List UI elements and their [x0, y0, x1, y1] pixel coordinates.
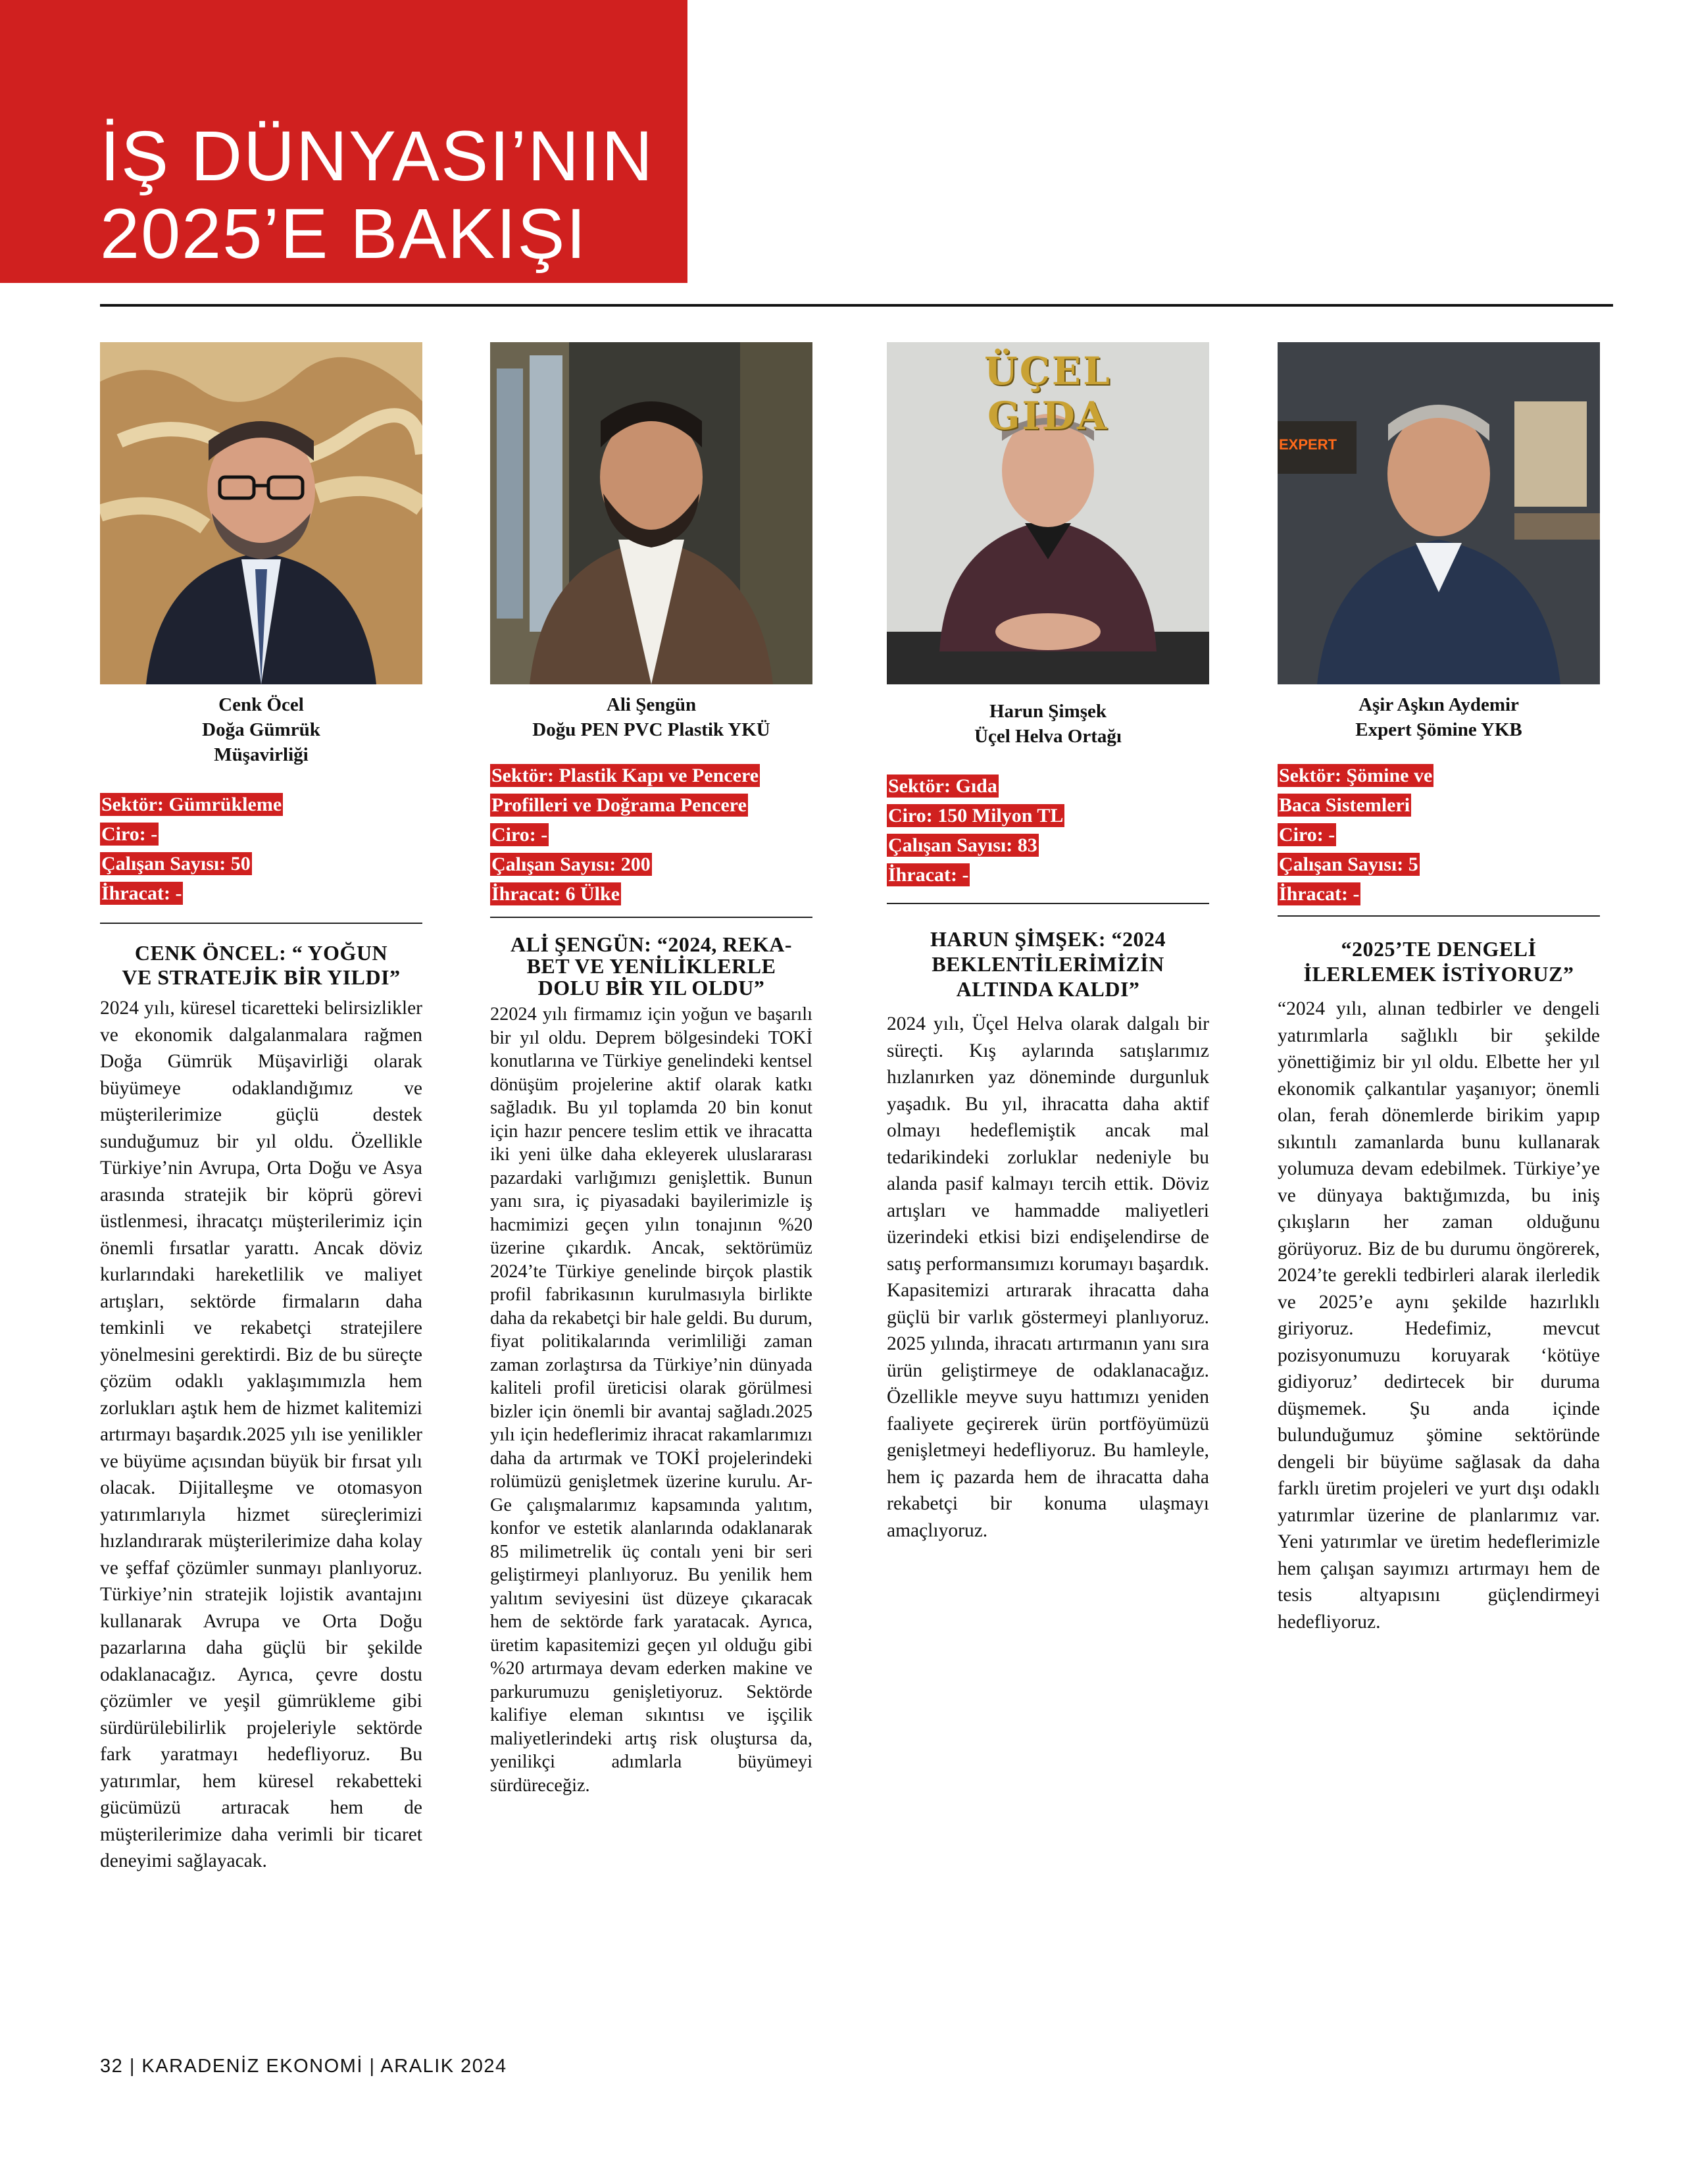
top-divider — [100, 304, 1613, 307]
sign-text: EXPERT — [1279, 436, 1337, 453]
fact-employees: Çalışan Sayısı: 83 — [888, 834, 1037, 856]
fact-employees: Çalışan Sayısı: 50 — [101, 853, 251, 875]
fact-revenue: Ciro: - — [101, 823, 158, 845]
fact-export: İhracat: - — [888, 864, 969, 886]
company-facts — [887, 771, 1209, 890]
portrait-photo-3 — [887, 342, 1209, 684]
company-facts — [1278, 761, 1600, 909]
article-body: 22024 yılı firmamız için yoğun ve başarılı bir yıl oldu. Deprem bölgesindeki TOKİ konutlarına ve Türkiye genelindeki kentsel dönüşüm projelerine aktif olarak katkı sağladık. Bu yıl toplamda 20 bin konut için hazır pencere teslim ettik ve ihracatta iki yeni ülke daha ekleyerek uluslararası pazardaki varlığımızı genişlettik. Bunun yanı sıra, iç piyasadaki bayilerimizle iş hacmimizi geçen yılın tonajının %20 üzerine çıkardık. Ancak, sektörümüz 2024’te Türkiye genelinde birçok plastik profil fabrikasının kurulmasıyla birlikte daha da rekabetçi bir hale geldi. Bu durum, fiyat politikalarında verimliliği zaman zaman zorlaştırsa da Türkiye’nin dünyada kaliteli profil üreticisi olarak görülmesi bizler için önemli bir avantaj sağladı.2025 yılı için hedeflerimiz ihracat rakamlarımızı daha da artırmak ve TOKİ projelerindeki rolümüzü genişletmek üzerine kurulu. Ar-Ge çalışmalarımız kapsamında yalıtım, konfor ve estetik alanlarında odaklanarak 85 milimetrelik üç contalı yeni bir seri geliştirmeyi planlıyoruz. Bu yenilik hem yalıtım seviyesini üst düzeye çıkaracak hem de sektörde fark yaratacak. Ayrıca, üretim kapasitemizi geçen yıl olduğu gibi %20 artırmaya devam ederken makine ve parkurumuzu genişletiyoruz. Sektörde kalifiye eleman sıkıntısı ve işçilik maliyetlerindeki artış risk oluştursa da, yenilikçi adımlarla büyümeyi sürdüreceğiz. — [490, 1004, 812, 1796]
article-body: “2024 yılı, alınan tedbirler ve dengeli yatırımlarla sağlıklı bir şekilde yönettiğimiz bir yıl oldu. Elbette her yıl ekonomik çalkantılar yaşanıyor; önemli olan, ferah dönemlerde birikim yapıp sıkıntılı zamanlarda bunu kullanarak yolumuza devam edebilmek. Türkiye’ye ve dünyaya baktığımızda, bu iniş çıkışların her zaman olduğunu görüyoruz. Biz de bu durumu öngörerek, 2024’te gerekli tedbirleri alarak ilerledik ve 2025’e aynı şekilde hazırlıklı giriyoruz. Hedefimiz, mevcut pozisyonumuzu koruyarak ‘kötüye gidiyoruz’ dedirtecek bir duruma düşmemek. Şu anda içinde bulunduğumuz şömine sektöründe dengeli bir büyüme sağlasak da daha farklı üretim projeleri ve yurt dışı odaklı yatırımlar üzerine de planlarımız var. Yeni yatırımlar ve üretim hedeflerimizle hem çalışan sayımızı artırmayı hem de tesis altyapısını güçlendirmeyi hedefliyoruz. — [1278, 998, 1600, 1633]
column-divider — [1278, 915, 1600, 917]
fact-export: İhracat: 6 Ülke — [491, 883, 620, 905]
article-headline: “2025’TE DENGELİ İLERLEMEK İSTİYORUZ” — [1303, 937, 1574, 986]
fact-export: İhracat: - — [101, 882, 182, 904]
column-divider — [100, 923, 422, 924]
person-name: Cenk Öcel Doğa Gümrük Müşavirliği — [202, 694, 320, 765]
fact-export: İhracat: - — [1279, 883, 1360, 905]
company-facts — [490, 761, 812, 909]
person-name: Aşir Aşkın Aydemir Expert Şömine YKB — [1355, 694, 1522, 740]
portrait-photo-4 — [1278, 342, 1600, 684]
fact-employees: Çalışan Sayısı: 200 — [491, 853, 651, 875]
interview-column-2 — [490, 342, 812, 1797]
sign-text: ÜÇEL GIDA — [984, 349, 1112, 438]
article-headline: ALİ ŞENGÜN: “2024, REKA- BET VE YENİLİKLERLE DOLU BİR YIL OLDU” — [510, 932, 793, 1000]
article-headline: HARUN ŞİMŞEK: “2024 BEKLENTİLERİMİZİN ALTINDA KALDI” — [930, 927, 1166, 1001]
fact-sector: Sektör: Plastik Kapı ve Pencere — [491, 765, 759, 786]
column-divider — [887, 903, 1209, 904]
portrait-photo-1 — [100, 342, 422, 684]
person-name: Harun Şimşek Üçel Helva Ortağı — [974, 701, 1122, 747]
portrait-photo-2 — [490, 342, 812, 684]
fact-revenue: Ciro: 150 Milyon TL — [888, 805, 1064, 826]
column-divider — [490, 917, 812, 918]
fact-employees: Çalışan Sayısı: 5 — [1279, 853, 1418, 875]
fact-revenue: Ciro: - — [491, 824, 548, 846]
interview-column-3 — [887, 342, 1209, 1544]
interview-column-4 — [1278, 342, 1600, 1635]
fact-sector: Sektör: Gıda — [888, 775, 997, 797]
page-title: İŞ DÜNYASI’NIN 2025’E BAKIŞI — [100, 116, 655, 273]
header-banner — [0, 0, 687, 283]
fact-sector: Sektör: Gümrükleme — [101, 794, 282, 815]
interview-column-1 — [100, 342, 422, 1875]
article-body: 2024 yılı, küresel ticaretteki belirsizlikler ve ekonomik dalgalanmalara rağmen Doğa Gümrük Müşavirliği olarak büyümeye odaklandığımız ve müşterilerimize güçlü destek sunduğumuz bir yıl oldu. Özellikle Türkiye’nin Avrupa, Orta Doğu ve Asya arasında stratejik bir köprü görevi üstlenmesi, ihracatçı müşterilerimiz için önemli fırsatlar yarattı. Ancak döviz kurlarındaki hareketlilik ve maliyet artışları, sektörde firmaların daha temkinli ve rekabetçi stratejilere yönelmesini gerektirdi. Biz de bu süreçte çözüm odaklı yaklaşımımızla hem zorlukları aştık hem de hizmet kalitemizi artırmayı başardık.2025 yılı ise yenilikler ve büyüme açısından büyük bir fırsat yılı olacak. Dijitalleşme ve otomasyon yatırımlarıyla hizmet süreçlerimizi hızlandırarak müşterilerimize daha kolay ve şeffaf çözümler sunmayı planlıyoruz. Türkiye’nin stratejik lojistik avantajını kullanarak Avrupa ve Orta Doğu pazarlarına daha güçlü bir şekilde odaklanacağız. Ayrıca, çevre dostu çözümler ve yeşil gümrükleme gibi sürdürülebilirlik projeleriyle sektörde fark yaratmayı hedefliyoruz. Bu yatırımlar, hem küresel rekabetteki gücümüzü artıracak hem de müşterilerimize daha verimli bir ticaret deneyimi sağlayacak. — [100, 998, 422, 1871]
fact-sector: Sektör: Şömine ve — [1279, 765, 1433, 786]
fact-revenue: Ciro: - — [1279, 824, 1335, 846]
page-footer: 32 | KARADENİZ EKONOMİ | ARALIK 2024 — [100, 2056, 507, 2077]
company-facts — [100, 790, 422, 908]
person-name: Ali Şengün Doğu PEN PVC Plastik YKÜ — [532, 694, 770, 740]
fact-sector-continued: Profilleri ve Doğrama Pencere — [491, 794, 747, 816]
fact-sector-continued: Baca Sistemleri — [1279, 794, 1410, 816]
article-headline: CENK ÖNCEL: “ YOĞUN VE STRATEJİK BİR YILDI” — [122, 941, 401, 989]
article-body: 2024 yılı, Üçel Helva olarak dalgalı bir süreçti. Kış aylarında satışlarımız hızlanırken yaz döneminde durgunluk yaşadık. Bu yıl, ihracatta daha aktif olmayı hedeflemiştik ancak mal tedarikindeki zorluklar nedeniyle bu alanda pasif kalmayı tercih ettik. Döviz artışları ve hammadde maliyetleri üzerindeki etkisi bizi endişelendirse de satış performansımızı korumayı başardık. Kapasitemizi artırarak ihracatta daha güçlü bir varlık göstermeyi planlıyoruz. 2025 yılında, ihracatı artırmanın yanı sıra ürün geliştirmeye de odaklanacağız. Özellikle meyve suyu hattımızı yeniden faaliyete geçirerek ürün portföyümüzü genişletmeyi hedefliyoruz. Bu hamleyle, hem iç pazarda hem de ihracatta daha rekabetçi bir konuma ulaşmayı amaçlıyoruz. — [887, 1013, 1209, 1541]
